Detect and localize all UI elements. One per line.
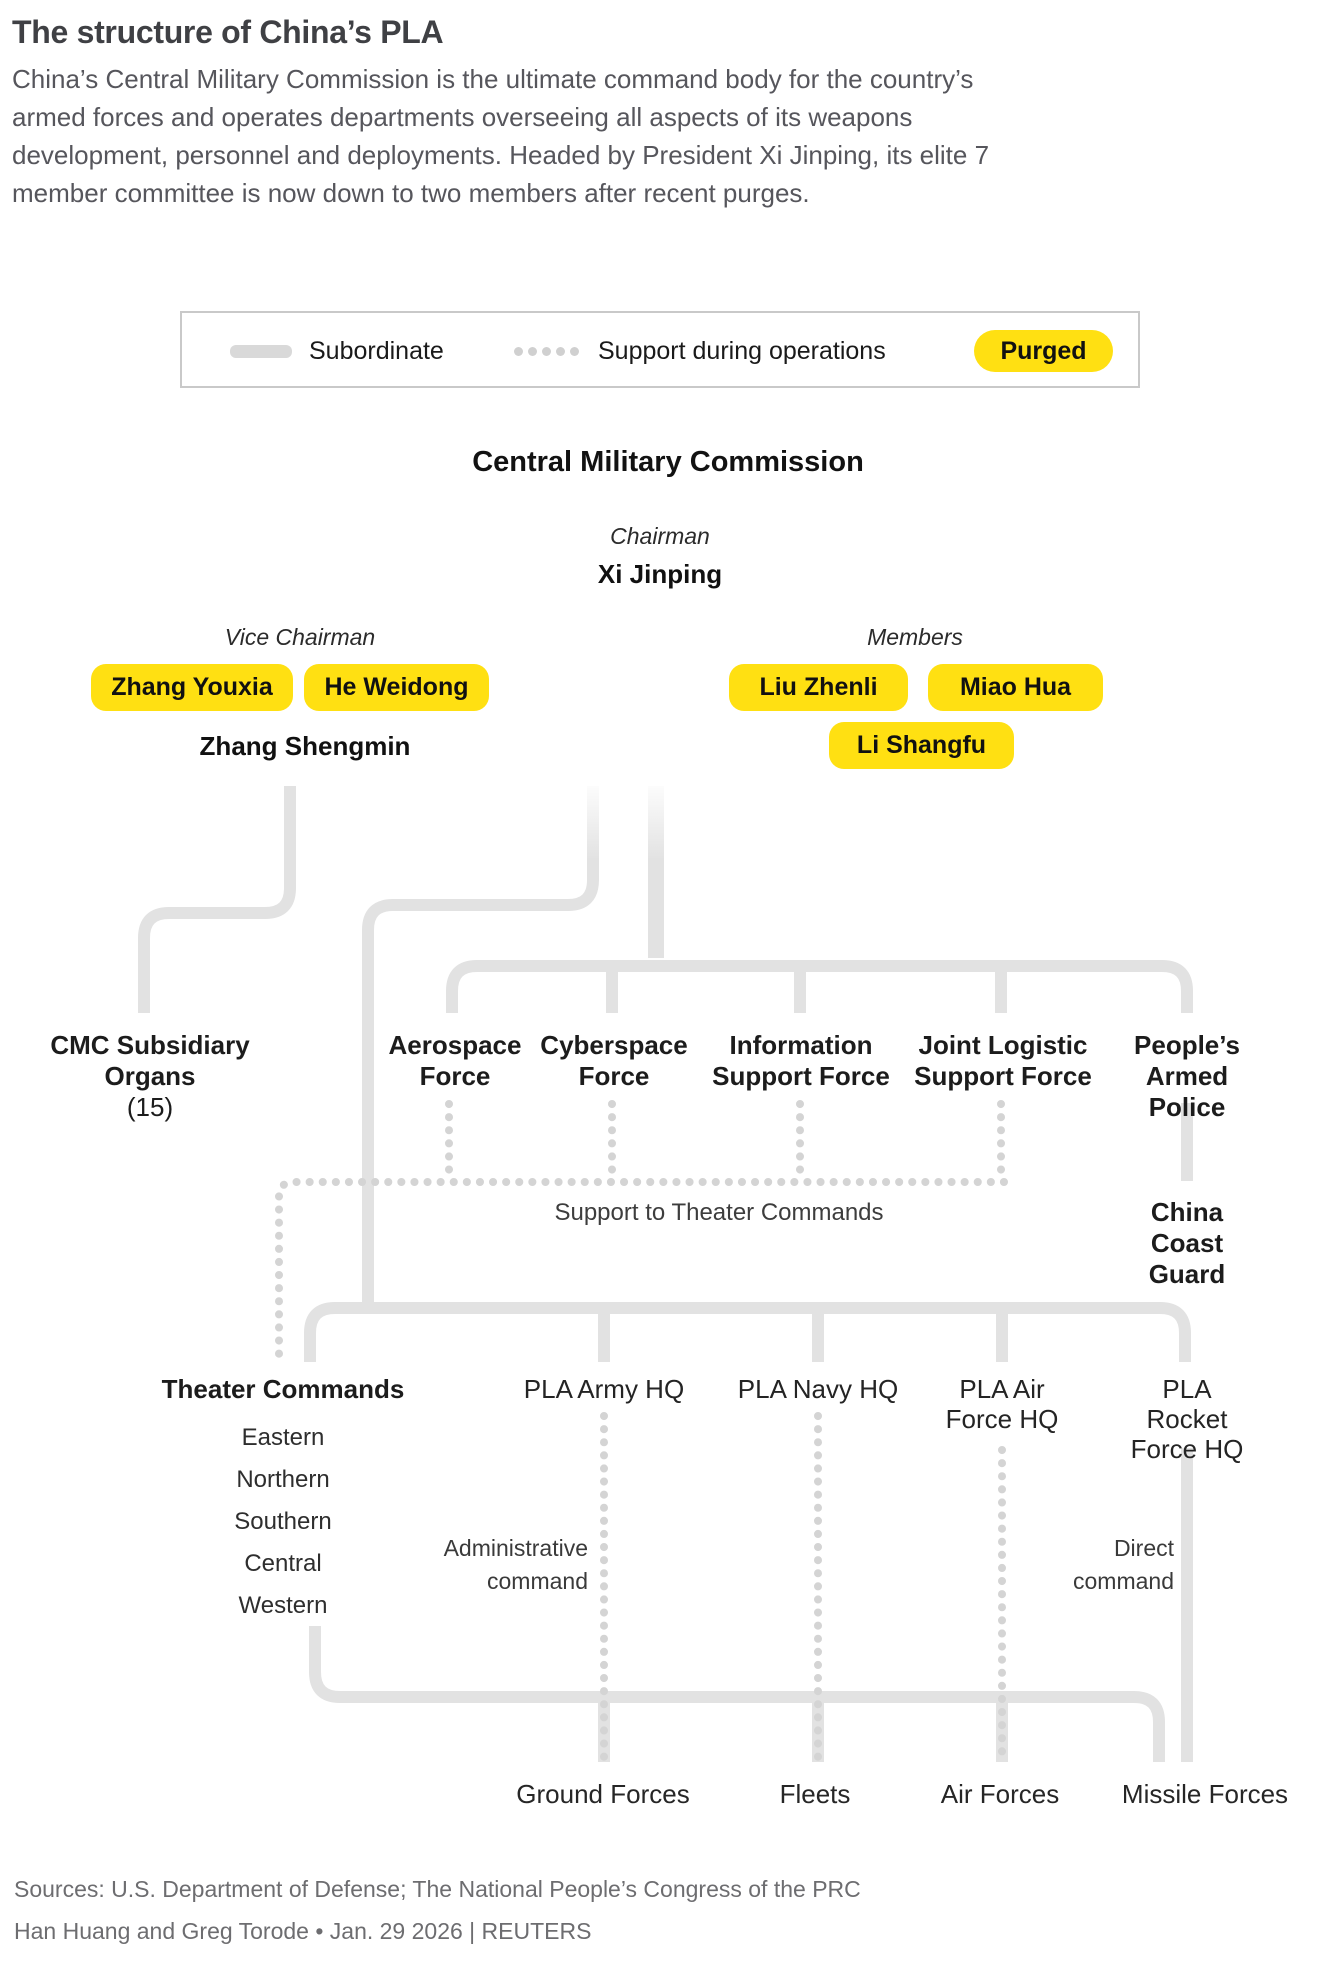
intro-line-3: development, personnel and deployments. Headed by President Xi Jinping, its elite 7 (12, 140, 990, 170)
node-missile-forces: Missile Forces (1121, 1779, 1289, 1809)
vice-chairman-label: Vice Chairman (224, 624, 376, 650)
purged-pill-li-shangfu: Li Shangfu (829, 722, 1014, 769)
node-aerospace-force: Aerospace Force (388, 1030, 522, 1091)
node-pla-army-hq: PLA Army HQ (523, 1374, 685, 1404)
intro-line-4: member committee is now down to two members after recent purges. (12, 178, 810, 208)
page-title: The structure of China’s PLA (12, 14, 444, 50)
connector-services-bar (315, 1626, 1159, 1762)
theater-central: Central (244, 1550, 322, 1577)
support-dots-swatch (514, 347, 579, 356)
purged-pill-zhang-youxia: Zhang Youxia (91, 664, 293, 711)
node-pla-air-force-hq: PLA Air Force HQ (945, 1374, 1059, 1434)
purged-pill-liu-zhenli: Liu Zhenli (729, 664, 908, 711)
administrative-command-note: Administrative command (443, 1535, 588, 1594)
legend-box (180, 311, 1140, 388)
legend-support-label: Support during operations (598, 337, 886, 365)
legend-purged-badge: Purged (974, 330, 1113, 372)
purged-pill-he-weidong: He Weidong (304, 664, 489, 711)
sources-line: Sources: U.S. Department of Defense; The National People’s Congress of the PRC (14, 1876, 861, 1902)
node-peoples-armed-police: People’s Armed Police (1134, 1030, 1240, 1122)
node-fleets: Fleets (779, 1779, 851, 1809)
node-theater-commands: Theater Commands (161, 1374, 405, 1404)
byline: Han Huang and Greg Torode • Jan. 29 2026 | REUTERS (14, 1918, 592, 1944)
theater-eastern: Eastern (241, 1424, 325, 1451)
node-cyberspace-force: Cyberspace Force (540, 1030, 688, 1091)
node-pla-navy-hq: PLA Navy HQ (737, 1374, 899, 1404)
subordinate-line-swatch (230, 345, 292, 358)
connector-forces-bar (452, 966, 1187, 1013)
theater-northern: Northern (236, 1466, 330, 1493)
node-ground-forces: Ground Forces (516, 1779, 690, 1809)
trunk-fade-overlay (558, 778, 678, 860)
node-pla-rocket-force-hq: PLA Rocket Force HQ (1130, 1374, 1244, 1464)
connector-hq-bar (310, 1308, 1185, 1362)
node-cmc-subsidiary-organs: CMC Subsidiary Organs (15) (50, 1030, 250, 1122)
chairman-name: Xi Jinping (597, 559, 723, 589)
node-information-support-force: Information Support Force (712, 1030, 890, 1091)
node-air-forces: Air Forces (940, 1779, 1060, 1809)
intro-line-1: China’s Central Military Commission is the ultimate command body for the country’s (12, 64, 974, 94)
node-joint-logistic-support-force: Joint Logistic Support Force (914, 1030, 1092, 1091)
theater-western: Western (238, 1592, 328, 1619)
chairman-label: Chairman (610, 523, 710, 549)
theater-southern: Southern (234, 1508, 332, 1535)
node-china-coast-guard: China Coast Guard (1148, 1197, 1226, 1289)
legend-subordinate-label: Subordinate (309, 337, 444, 365)
commission-heading: Central Military Commission (472, 446, 864, 478)
vice-chairman-name: Zhang Shengmin (199, 731, 411, 761)
direct-command-note: Direct command (1073, 1535, 1174, 1594)
purged-pill-miao-hua: Miao Hua (928, 664, 1103, 711)
members-label: Members (867, 624, 963, 650)
intro-line-2: armed forces and operates departments overseeing all aspects of its weapons (12, 102, 913, 132)
support-theater-note: Support to Theater Commands (554, 1199, 884, 1226)
connector-cmc-subsidiary (144, 786, 290, 1013)
